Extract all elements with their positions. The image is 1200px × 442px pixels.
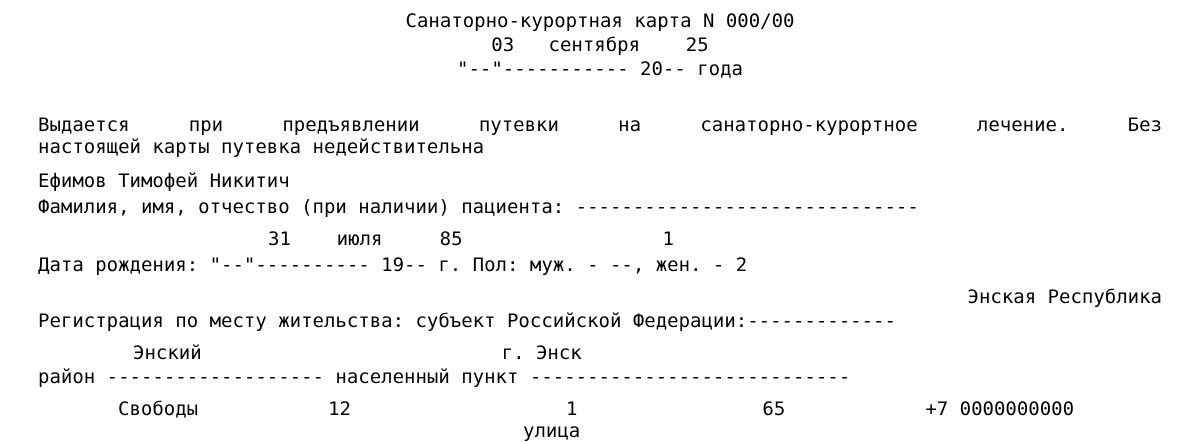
region-label: Регистрация по месту жительства: субъект Российской Федерации:------------- [38, 310, 896, 332]
phone-value: +7 0000000000 [925, 398, 1075, 420]
street-value: Свободы [118, 398, 199, 420]
district-settlement-fill-row [38, 342, 582, 364]
date-month-value: сентября [548, 34, 641, 56]
birth-fill-row [38, 228, 674, 250]
patient-name-label: Фамилия, имя, отчество (при наличии) пациента: ------------------------------ [38, 196, 919, 218]
intro-line-1: Выдается при предъявлении путевки на санаторно-курортное лечение. Без [38, 114, 1162, 136]
date-fill-row [0, 34, 1200, 56]
birth-month-value: июля [336, 228, 383, 250]
birth-day-value: 31 [268, 228, 291, 250]
patient-name-value: Ефимов Тимофей Никитич [38, 170, 290, 192]
building-value: 1 [565, 398, 578, 420]
date-day-value: 03 [491, 34, 515, 56]
date-template-row: "--"----------- 20-- года [457, 58, 743, 80]
flat-value: 65 [762, 398, 786, 420]
birth-year-value: 85 [439, 228, 463, 250]
region-fill-value: Энская Республика [967, 286, 1162, 308]
birth-label: Дата рождения: "--"---------- 19-- г. Пол: муж. - --, жен. - 2 [38, 254, 748, 276]
district-value: Энский [133, 342, 202, 364]
document-title: Санаторно-курортная карта N 000/00 [405, 10, 795, 32]
date-year-value: 25 [685, 34, 709, 56]
sex-code-value: 1 [662, 228, 674, 250]
settlement-value: г. Энск [501, 342, 582, 364]
address-label-row [38, 420, 580, 442]
district-settlement-label: район ------------------- населенный пункт ---------------------------- [38, 366, 851, 388]
house-value: 12 [328, 398, 351, 420]
street-label: улица [523, 420, 581, 442]
intro-line-2: настоящей карты путевка недействительна [38, 136, 485, 158]
address-fill-row [38, 398, 1074, 420]
